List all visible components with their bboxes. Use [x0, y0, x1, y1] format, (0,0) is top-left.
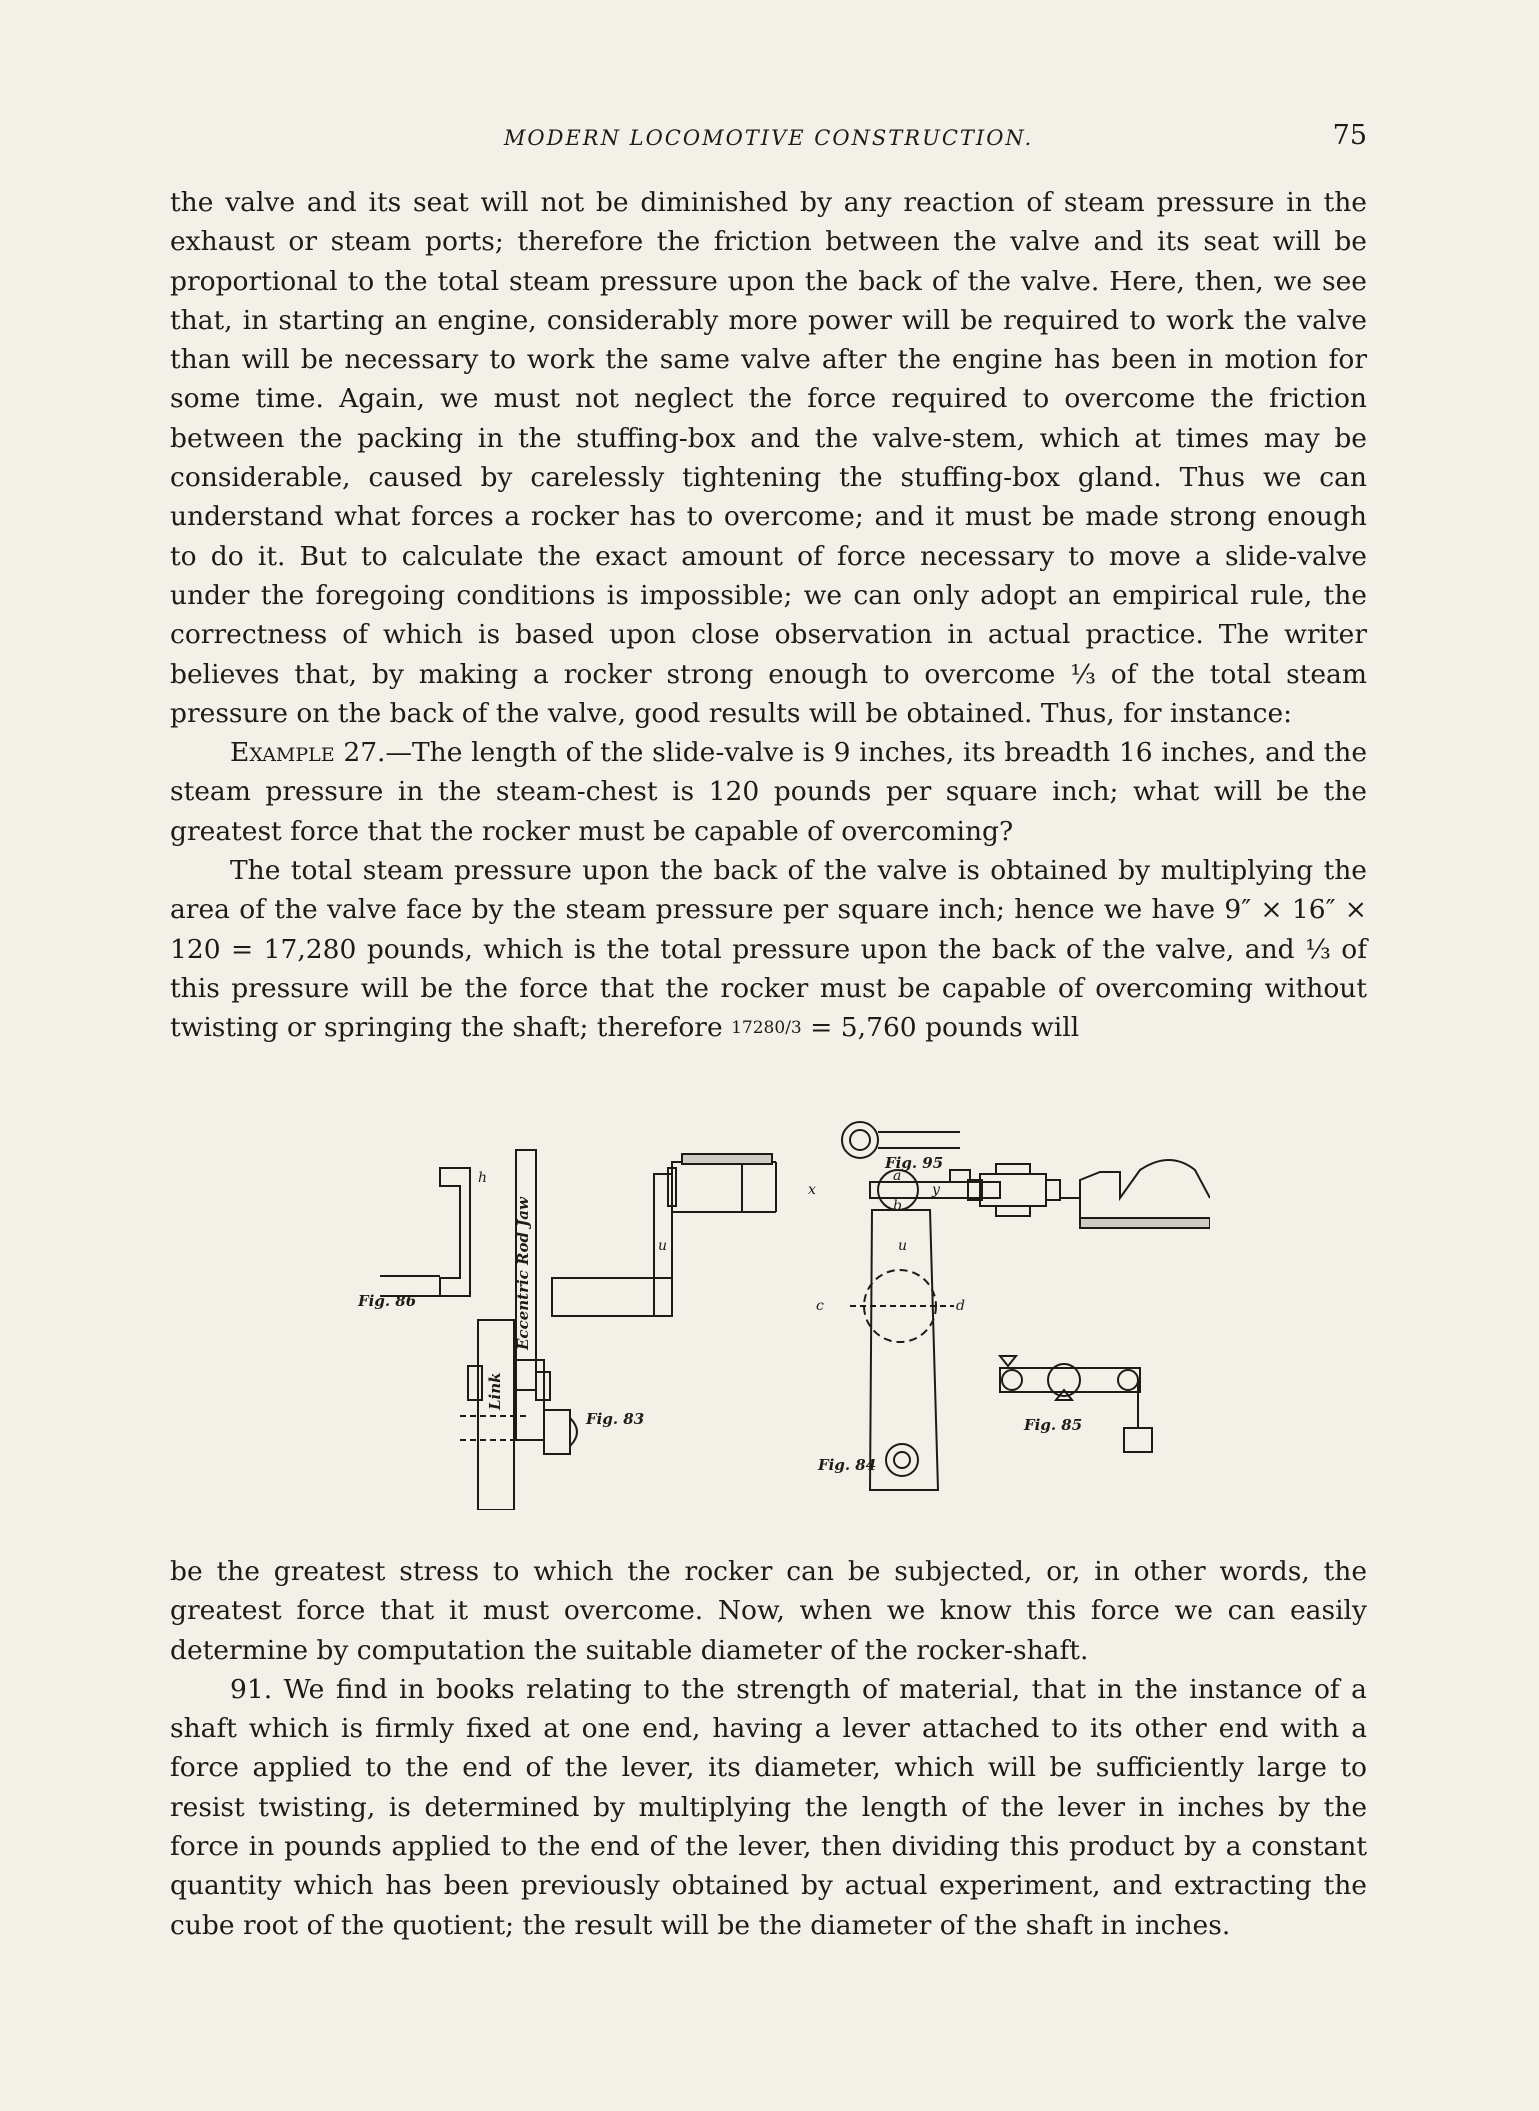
link-label: Link: [486, 1372, 504, 1410]
letter-c: c: [816, 1298, 824, 1314]
fig-86-drawing: [380, 1150, 776, 1510]
rocker-figures: [340, 1110, 1210, 1510]
fig-95-label: Fig. 95: [885, 1154, 944, 1172]
eccentric-rod-jaw-label: Eccentric Rod Jaw: [514, 1197, 532, 1350]
fig-83-label: Fig. 83: [586, 1410, 645, 1428]
fig-95-drawing: [842, 1122, 1060, 1216]
fig-85-label: Fig. 85: [1024, 1416, 1083, 1434]
letter-b: b: [893, 1198, 902, 1214]
letter-h: h: [478, 1170, 488, 1186]
fig-86-label: Fig. 86: [358, 1292, 417, 1310]
text-block-top: [170, 183, 1367, 1049]
paragraph-1: the valve and its seat will not be diminished by any reaction of steam pressure in the exhaust or steam ports; therefore the friction between the valve and its seat will be proportional to the total steam pressure upon the back of the valve. Here, then, we see that, in starting an engine, considerably more power will be required to work the valve than will be necessary to work the same valve after the engine has been in motion for some time. Again, we must not neglect the force required to overcome the friction between the packing in the stuffing-box and the valve-stem, which at times may be considerable, caused by carelessly tightening the stuffing-box gland. Thus we can understand what forces a rocker has to overcome; and it must be made strong enough to do it. But to calculate the exact amount of force necessary to move a slide-valve under the foregoing conditions is impossible; we can only adopt an empirical rule, the correctness of which is based upon close observation in actual practice. The writer believes that, by making a rocker strong enough to overcome ⅓ of the total steam pressure on the back of the valve, good results will be obtained. Thus, for instance:: [170, 187, 1367, 729]
running-head: MODERN LOCOMOTIVE CONSTRUCTION.: [503, 126, 1034, 150]
fig-84-label: Fig. 84: [818, 1456, 877, 1474]
page-header: [170, 120, 1367, 160]
figure-drawing: [340, 1110, 1210, 1510]
fig-85-drawing: [1000, 1356, 1152, 1452]
paragraph-example-27: Example 27.—The length of the slide-valve is 9 inches, its breadth 16 inches, and the steam pressure in the steam-chest is 120 pounds per square inch; what will be the greatest force that the rocker must be capable of overcoming?: [170, 737, 1367, 847]
letter-d: d: [956, 1298, 965, 1314]
letter-u-fig83: u: [658, 1238, 668, 1254]
example-lead: Example: [230, 737, 335, 769]
text-block-bottom: [170, 1552, 1367, 1945]
letter-x: x: [808, 1182, 816, 1198]
page-number: 75: [1332, 120, 1367, 151]
paragraph-4: be the greatest stress to which the rocker can be subjected, or, in other words, the greatest force that it must overcome. Now, when we know this force we can easily determine by computation the suitable diameter of the rocker-shaft.: [170, 1556, 1367, 1666]
paragraph-3: The total steam pressure upon the back of the valve is obtained by multiplying the area of the valve face by the steam pressure per square inch; hence we have 9″ × 16″ × 120 = 17,280 pounds, which is the total pressure upon the back of the valve, and ⅓ of this pressure will be the force that the rocker must be capable of overcoming without twisting or springing the shaft; therefore 17280/3 = 5,760 pounds will: [170, 855, 1367, 1044]
valve-seat-drawing: [1060, 1160, 1210, 1228]
fraction: 17280/3: [731, 1018, 802, 1039]
letter-u-fig84: u: [898, 1238, 908, 1254]
letter-a: a: [893, 1168, 902, 1184]
paragraph-91: 91. We find in books relating to the strength of material, that in the instance of a shaft which is firmly fixed at one end, having a lever attached to its other end with a force applied to the end of the lever, its diameter, which will be sufficiently large to resist twisting, is determined by multiplying the length of the lever in inches by the force in pounds applied to the end of the lever, then dividing this product by a constant quantity which has been previously obtained by actual experiment, and extracting the cube root of the quotient; the result will be the diameter of the shaft in inches.: [170, 1673, 1367, 1941]
letter-y: y: [932, 1182, 940, 1198]
